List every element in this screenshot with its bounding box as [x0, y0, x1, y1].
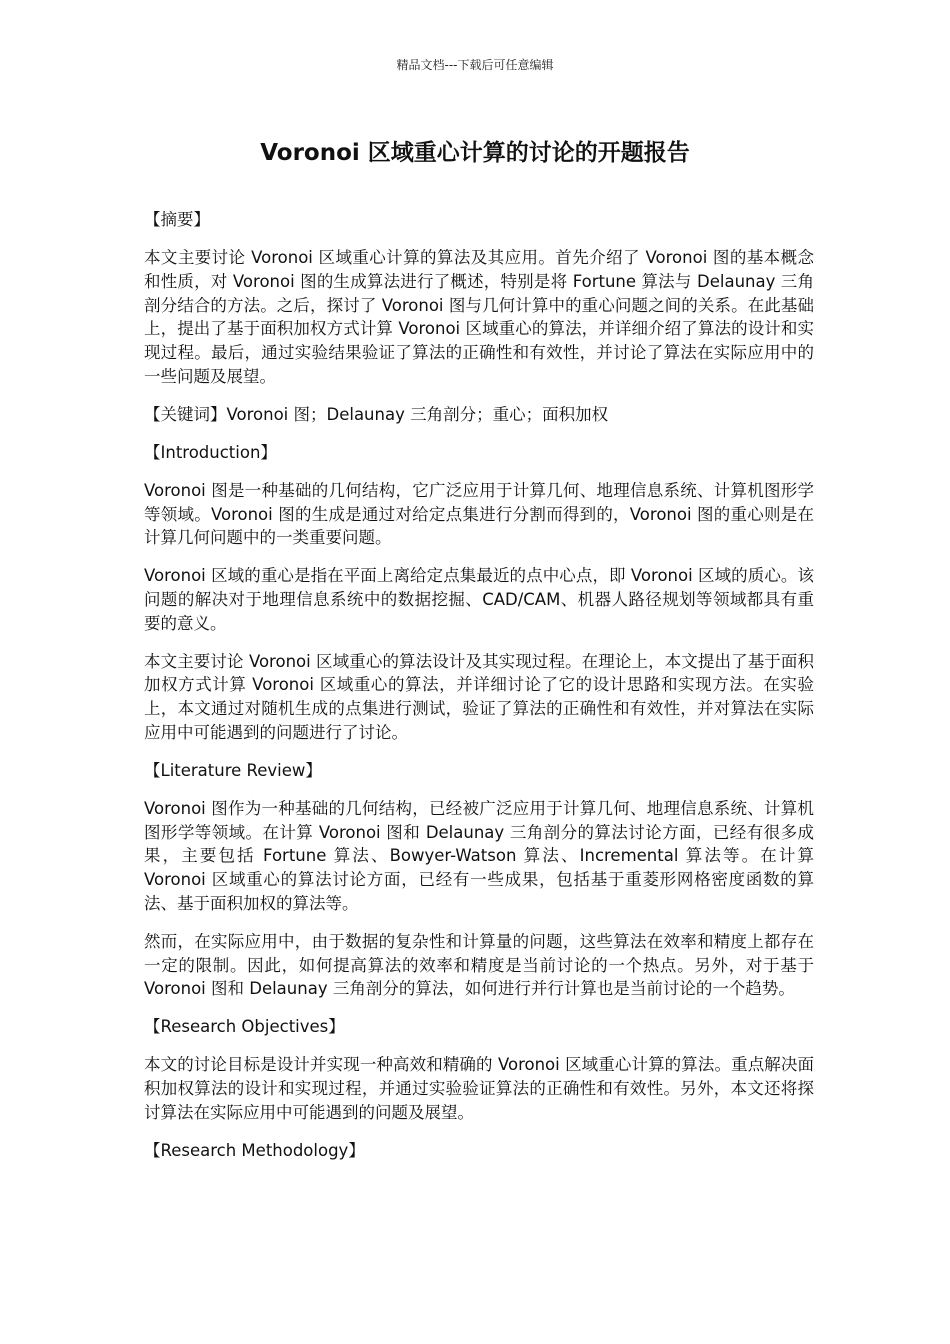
- introduction-paragraph-1: Voronoi 图是一种基础的几何结构，它广泛应用于计算几何、地理信息系统、计算机图形学等领域。Voronoi 图的生成是通过对给定点集进行分割而得到的，Voronoi 图的重心则是在计算几何问题中的一类重要问题。: [144, 480, 814, 548]
- keywords-line: 【关键词】Voronoi 图；Delaunay 三角剖分；重心；面积加权: [144, 404, 609, 424]
- literature-review-paragraph-2: 然而，在实际应用中，由于数据的复杂性和计算量的问题，这些算法在效率和精度上都存在一定的限制。因此，如何提高算法的效率和精度是当前讨论的一个热点。另外，对于基于 Voronoi 图和 Delaunay 三角剖分的算法，如何进行并行计算也是当前讨论的一个趋势。: [144, 931, 814, 999]
- document-title: Voronoi 区域重心计算的讨论的开题报告: [260, 140, 690, 166]
- introduction-heading: 【Introduction】: [144, 442, 277, 462]
- introduction-paragraph-2: Voronoi 区域的重心是指在平面上离给定点集最近的点中心点，即 Voronoi 区域的质心。该问题的解决对于地理信息系统中的数据挖掘、CAD/CAM、机器人路径规划等领域都具有重要的意义。: [144, 566, 814, 633]
- introduction-paragraph-3: 本文主要讨论 Voronoi 区域重心的算法设计及其实现过程。在理论上，本文提出了基于面积加权方式计算 Voronoi 区域重心的算法，并详细讨论了它的设计思路和实现方法。在实验上，本文通过对随机生成的点集进行测试，验证了算法的正确性和有效性，并对算法在实际应用中可能遇到的问题进行了讨论。: [144, 651, 814, 742]
- header-note: 精品文档---下载后可任意编辑: [396, 58, 554, 72]
- document-body: [144, 208, 814, 1177]
- research-methodology-heading: 【Research Methodology】: [144, 1140, 365, 1160]
- abstract-heading: 【摘要】: [144, 210, 210, 229]
- literature-review-heading: 【Literature Review】: [144, 760, 322, 780]
- research-objectives-paragraph: 本文的讨论目标是设计并实现一种高效和精确的 Voronoi 区域重心计算的算法。重点解决面积加权算法的设计和实现过程，并通过实验验证算法的正确性和有效性。另外，本文还将探讨算法在实际应用中可能遇到的问题及展望。: [144, 1055, 814, 1122]
- research-objectives-heading: 【Research Objectives】: [144, 1017, 345, 1037]
- literature-review-paragraph-1: Voronoi 图作为一种基础的几何结构，已经被广泛应用于计算几何、地理信息系统、计算机图形学等领域。在计算 Voronoi 图和 Delaunay 三角剖分的算法讨论方面，已经有很多成果，主要包括 Fortune 算法、Bowyer-Watson 算法、Incremental 算法等。在计算 Voronoi 区域重心的算法讨论方面，已经有一些成果，包括基于重菱形网格密度函数的算法、基于面积加权的算法等。: [144, 798, 814, 913]
- abstract-paragraph: 本文主要讨论 Voronoi 区域重心计算的算法及其应用。首先介绍了 Voronoi 图的基本概念和性质，对 Voronoi 图的生成算法进行了概述，特别是将 Fortune 算法与 Delaunay 三角剖分结合的方法。之后，探讨了 Voronoi 图与几何计算中的重心问题之间的关系。在此基础上，提出了基于面积加权方式计算 Voronoi 区域重心的算法，并详细介绍了算法的设计和实现过程。最后，通过实验结果验证了算法的正确性和有效性，并讨论了算法在实际应用中的一些问题及展望。: [144, 248, 814, 386]
